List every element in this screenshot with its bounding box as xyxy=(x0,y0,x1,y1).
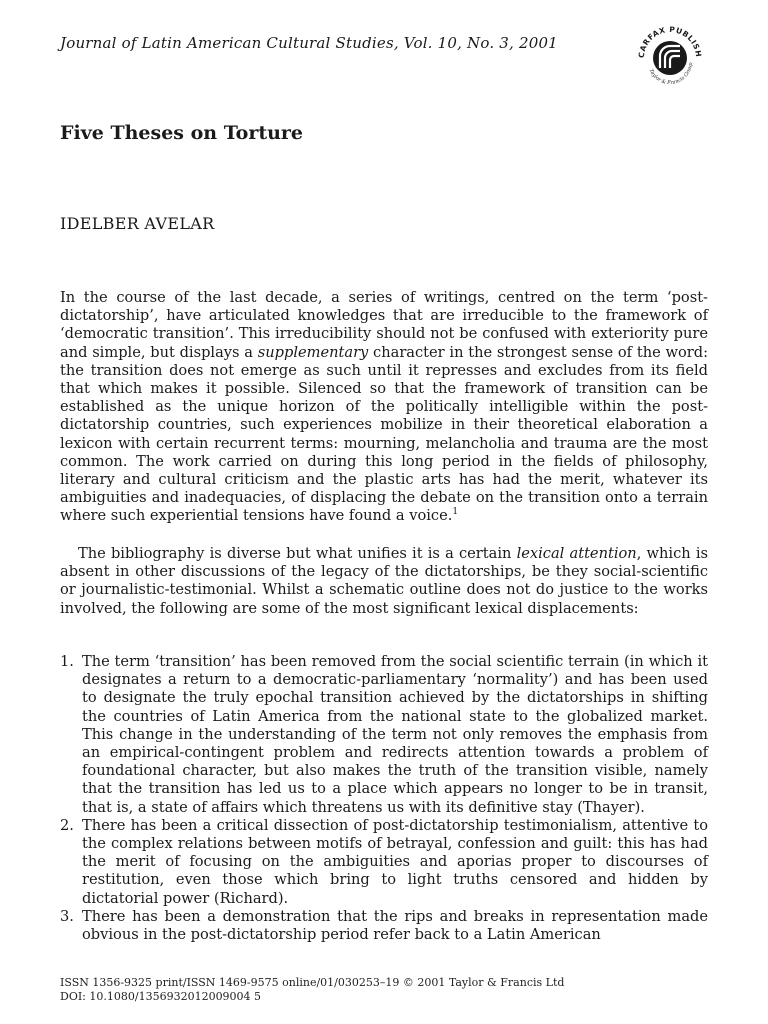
paragraph-1: In the course of the last decade, a series of writings, centred on the term ‘post-dictatorship’, have articulated knowledges that are irreducible to the framework of ‘democratic transition’. This irreducibility should not be confused with exteriority pure and simple, but displays a supplementary character in the strongest sense of the word: the transition does not emerge as such until it represses and excludes from its field that which makes it possible. Silenced so that the framework of transition can be established as the unique horizon of the politically intelligible within the post-dictatorship countries, such experiences mobilize in their theoretical elaboration a lexicon with certain recurrent terms: mourning, melancholia and trauma are the most common. The work carried on during this long period in the fields of philosophy, literary and cultural criticism and the plastic arts has had the merit, whatever its ambiguities and inadequacies, of displacing the debate on the transition onto a terrain where such experiential tensions have found a voice.$^1$ xyxy=(60,289,708,525)
article-title: Five Theses on Torture xyxy=(60,122,304,144)
list-item: 1. The term ‘transition’ has been removed from the social scientific terrain (in which it designates a return to a democratic-parliamentary ‘normality’) and has been used to designate the truly epochal transition achieved by the dictatorships in shifting the countries of Latin America from the national state to the globalized market. This change in the understanding of the term not only removes the emphasis from an empirical-contingent problem and redirects attention towards a problem of foundational character, but also makes the truth of the transition visible, namely that the transition has led us to a place which appears no longer to be in transit, that is, a state of affairs which threatens us with its definitive stay (Thayer). xyxy=(60,653,708,816)
author-name: IDELBER AVELAR xyxy=(60,214,215,233)
svg-text:CARFAX PUBLISHING: CARFAX PUBLISH xyxy=(636,24,704,59)
page-footer xyxy=(60,976,564,1004)
svg-text:Taylor & Francis Group: Taylor & Francis Group xyxy=(647,62,695,87)
displacement-list xyxy=(60,653,708,944)
list-item: 3. There has been a demonstration that the rips and breaks in representation made obvious in the post-dictatorship period refer back to a Latin American xyxy=(60,907,708,944)
list-item: 2. There has been a critical dissection of post-dictatorship testimonialism, attentive to the complex relations between motifs of betrayal, confession and guilt: this has had the merit of focusing on the ambiguities and aporias proper to discourses of restitution, even those which bring to light truths censored and hidden by dictatorial power (Richard). xyxy=(60,816,708,907)
publisher-logo xyxy=(634,20,706,92)
footnote-marker[interactable]: 1 xyxy=(452,507,459,518)
issn-line: ISSN 1356-9325 print/ISSN 1469-9575 online/01/030253–19 © 2001 Taylor & Francis Ltd xyxy=(60,976,565,989)
journal-citation: Journal of Latin American Cultural Studies, Vol. 10, No. 3, 2001 xyxy=(60,34,558,52)
doi-line: DOI: 10.1080/1356932012009004 5 xyxy=(60,990,262,1003)
paragraph-2: The bibliography is diverse but what unifies it is a certain lexical attention, which is absent in other discussions of the legacy of the dictatorships, be they social-scientific or journalistic-testimonial. Whilst a schematic outline does not do justice to the works involved, the following are some of the most significant lexical displacements: xyxy=(60,545,708,617)
